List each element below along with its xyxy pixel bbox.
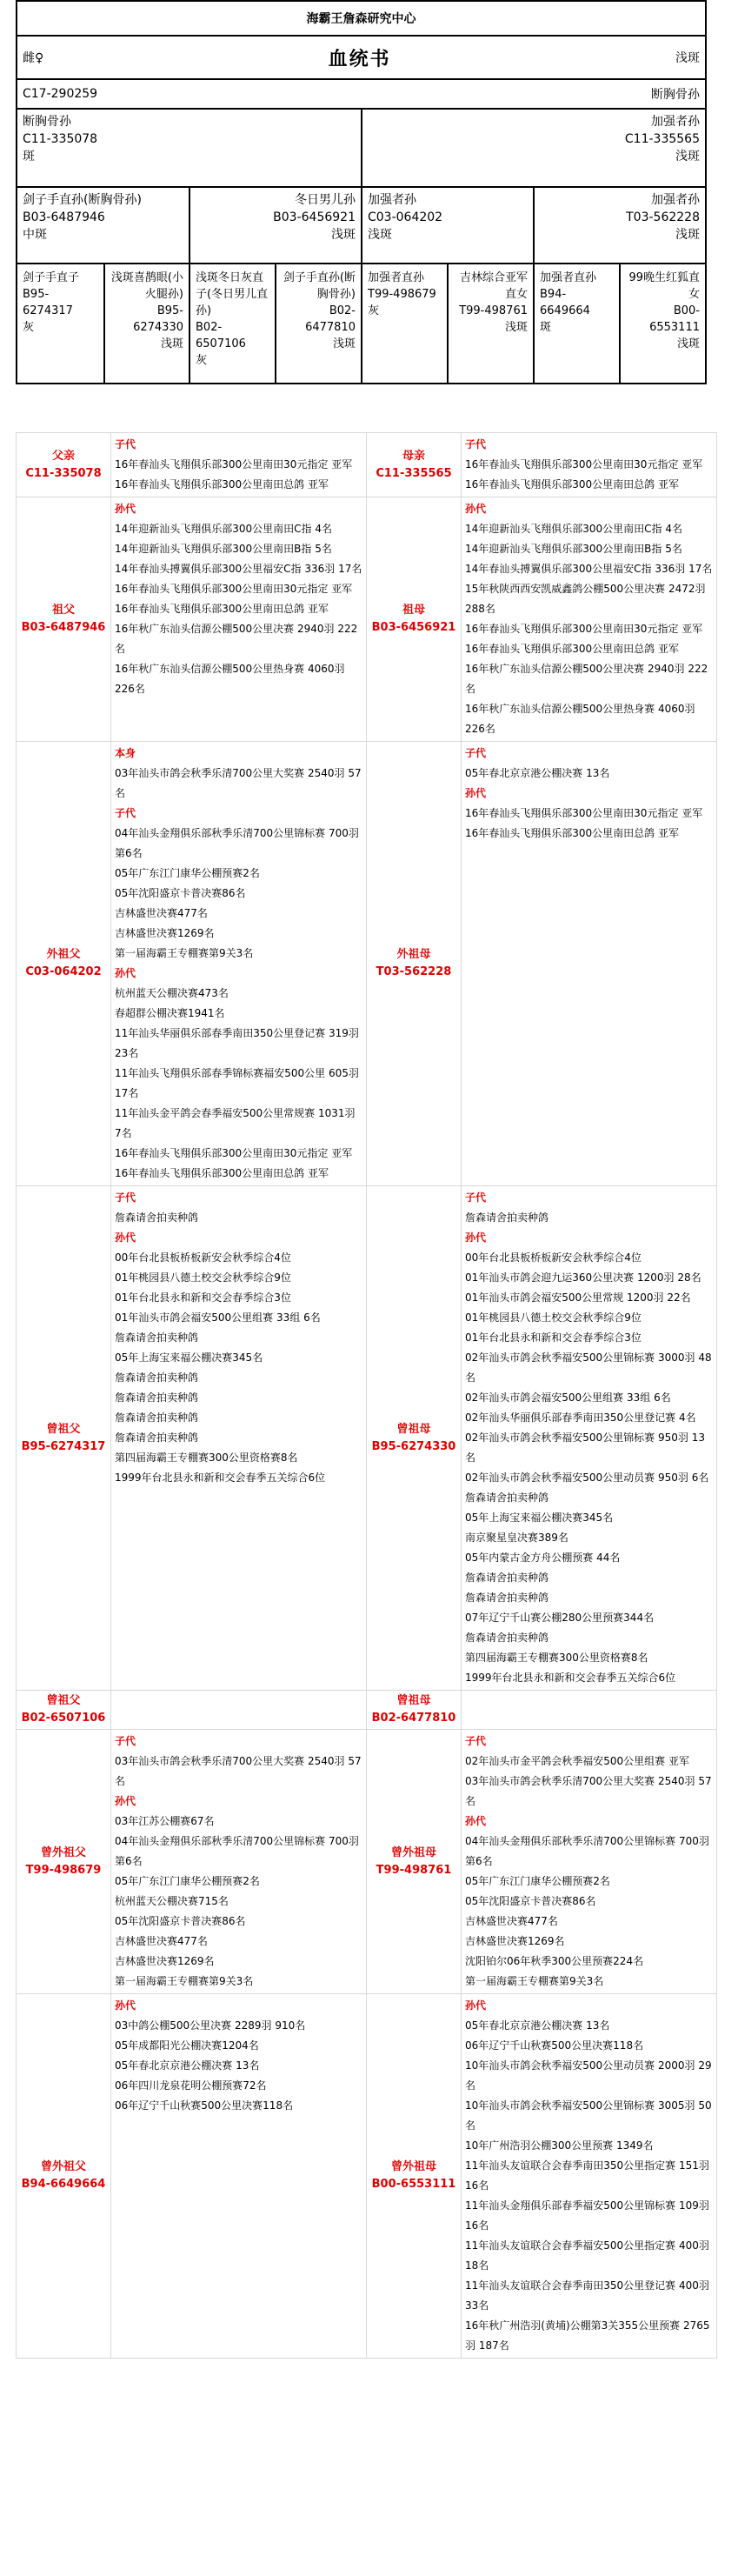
great-grandparent-cell — [275, 264, 361, 383]
mother-strain: 加强者孙 — [651, 115, 700, 129]
result-line: 吉林盛世决赛1269名 — [115, 927, 215, 939]
ggp-strain: 加强者直孙 — [540, 271, 597, 284]
result-line: 02年汕头市鸽会福安500公里组赛 33组 6名 — [465, 1391, 671, 1404]
record-row — [17, 497, 717, 742]
ancestor-role: 祖父 — [51, 604, 75, 617]
grandparent-color: 浅斑 — [331, 228, 356, 242]
result-line: 16年春汕头飞翔俱乐部300公里南田30元指定 亚军 — [465, 458, 703, 470]
org-header — [17, 0, 705, 35]
result-line: 01年台北县永和新和交会春季综合3位 — [115, 1291, 291, 1304]
ggp-ring: T99-498679 — [368, 288, 436, 301]
pedigree-chart — [16, 0, 707, 384]
result-line: 01年汕头市鸽会福安500公里常规 1200羽 22名 — [465, 1291, 691, 1304]
result-line: 16年春汕头飞翔俱乐部300公里南田总鸽 亚军 — [115, 1167, 329, 1179]
grandparent-strain: 加强者孙 — [368, 193, 416, 207]
ggp-strain: 浅斑冬日灰直子(冬日男儿直孙) — [196, 271, 269, 317]
results-section-heading: 子代 — [115, 1735, 136, 1747]
grandparents-row — [17, 186, 705, 263]
result-line: 詹森请舍拍卖种鸽 — [115, 1411, 199, 1424]
ancestor-ring: B02-6477810 — [371, 1712, 456, 1725]
result-line: 16年春汕头飞翔俱乐部300公里南田总鸽 亚军 — [465, 643, 679, 655]
grandparent-cell — [533, 188, 705, 263]
result-line: 05年广东江门康华公棚预赛2名 — [115, 867, 260, 879]
ggp-color: 灰 — [368, 304, 380, 317]
ancestor-ring: B00-6553111 — [371, 2178, 456, 2191]
ancestor-role: 母亲 — [402, 449, 425, 463]
ancestor-ring: T03-562228 — [376, 965, 452, 978]
grandparent-color: 浅斑 — [368, 228, 392, 242]
result-line: 詹森请舍拍卖种鸽 — [465, 1211, 549, 1224]
result-line: 04年汕头金翔俱乐部秋季乐清700公里锦标赛 700羽 第6名 — [465, 1835, 709, 1867]
ancestor-role: 曾祖母 — [396, 1694, 431, 1707]
result-line: 16年春汕头飞翔俱乐部300公里南田30元指定 亚军 — [465, 623, 703, 635]
ggp-color: 浅斑 — [504, 321, 528, 334]
result-line: 16年春汕头飞翔俱乐部300公里南田总鸽 亚军 — [115, 603, 329, 615]
ggp-ring: B95-6274317 — [23, 288, 73, 317]
result-line: 02年汕头市鸽会秋季福安500公里动员赛 950羽 6名 — [465, 1472, 709, 1484]
result-line: 14年迎新汕头飞翔俱乐部300公里南田B指 5名 — [115, 543, 332, 555]
result-line: 11年汕头金翔俱乐部春季福安500公里锦标赛 109羽 16名 — [465, 2199, 709, 2232]
ancestor-ring: C03-064202 — [25, 965, 102, 978]
result-line: 1999年台北县永和新和交会春季五关综合6位 — [465, 1672, 676, 1684]
father-cell — [17, 110, 361, 186]
ancestor-results-cell — [111, 433, 367, 497]
ancestor-ring: B94-6649664 — [21, 2178, 106, 2191]
ancestor-role: 父亲 — [51, 449, 75, 463]
ggp-ring: B00-6553111 — [649, 304, 700, 334]
result-line: 詹森请舍拍卖种鸽 — [465, 1592, 549, 1604]
mother-color: 浅斑 — [675, 150, 700, 164]
grandparent-color: 浅斑 — [675, 228, 700, 242]
result-line: 14年迎新汕头飞翔俱乐部300公里南田C指 4名 — [115, 523, 333, 535]
result-line: 00年台北县板桥板新安会秋季综合4位 — [115, 1251, 291, 1264]
ancestor-ring: T99-498761 — [376, 1863, 452, 1877]
father-color: 斑 — [23, 150, 35, 164]
record-row — [17, 1691, 717, 1730]
grandparent-cell — [361, 188, 533, 263]
result-line: 05年春北京京港公棚决赛 13名 — [465, 767, 610, 779]
record-row — [17, 1730, 717, 1994]
result-line: 05年沈阳盛京卡普决赛86名 — [465, 1895, 596, 1907]
results-section-heading: 孙代 — [465, 1231, 487, 1244]
result-line: 16年秋广东汕头信源公棚500公里热身赛 4060羽 226名 — [115, 663, 345, 695]
grandparent-ring: T03-562228 — [626, 210, 700, 224]
result-line: 16年春汕头飞翔俱乐部300公里南田30元指定 亚军 — [115, 583, 353, 595]
result-line: 吉林盛世决赛477名 — [465, 1915, 558, 1927]
ancestor-name-cell — [17, 1730, 111, 1994]
grandparent-ring: C03-064202 — [368, 210, 443, 224]
result-line: 詹森请舍拍卖种鸽 — [115, 1431, 199, 1444]
result-line: 16年春汕头飞翔俱乐部300公里南田30元指定 亚军 — [465, 807, 703, 819]
ancestor-results-cell — [111, 1691, 367, 1730]
result-line: 14年春汕头搏翼俱乐部300公里福安C指 336羽 17名 — [115, 563, 362, 575]
ancestor-role: 曾外祖母 — [390, 2160, 436, 2173]
great-grandparent-cell — [189, 264, 275, 383]
result-line: 05年上海宝来福公棚决赛345名 — [465, 1512, 614, 1524]
ancestor-results-cell — [462, 433, 717, 497]
result-line: 16年秋广州浩羽(黄埔)公棚第3关355公里预赛 2765羽 187名 — [465, 2319, 710, 2352]
result-line: 11年汕头友谊联合会春季南田350公里指定赛 151羽 16名 — [465, 2159, 709, 2192]
ancestor-ring: B03-6456921 — [371, 621, 456, 634]
result-line: 詹森请舍拍卖种鸽 — [465, 1572, 549, 1584]
ancestor-results-cell — [111, 1994, 367, 2359]
results-section-heading: 子代 — [115, 438, 136, 450]
result-line: 詹森请舍拍卖种鸽 — [115, 1391, 199, 1404]
result-line: 14年迎新汕头飞翔俱乐部300公里南田C指 4名 — [465, 523, 683, 535]
ggp-ring: T99-498761 — [459, 304, 528, 317]
results-section-heading: 孙代 — [115, 967, 136, 979]
result-line: 16年春汕头飞翔俱乐部300公里南田30元指定 亚军 — [115, 1147, 353, 1159]
parents-row — [17, 108, 705, 186]
result-line: 第一届海霸王专棚赛第9关3名 — [115, 947, 254, 959]
result-line: 詹森请舍拍卖种鸽 — [115, 1371, 199, 1384]
ancestor-role: 曾外祖父 — [40, 2160, 86, 2173]
result-line: 07年辽宁千山赛公棚280公里预赛344名 — [465, 1612, 655, 1624]
ancestor-role: 曾祖父 — [46, 1422, 81, 1436]
result-line: 詹森请舍拍卖种鸽 — [465, 1632, 549, 1644]
ggp-strain: 浅斑喜鹊眼(小火腿孙) — [110, 271, 183, 301]
ancestor-name-cell — [367, 1186, 462, 1691]
result-line: 01年桃园县八德土校交会秋季综合9位 — [115, 1271, 291, 1284]
ancestor-name-cell — [367, 1730, 462, 1994]
ggp-color: 浅斑 — [332, 337, 356, 350]
ggp-strain: 加强者直孙 — [368, 271, 425, 284]
result-line: 吉林盛世决赛1269名 — [465, 1935, 565, 1947]
mother-cell — [361, 110, 705, 186]
ancestor-results-cell — [462, 1186, 717, 1691]
result-line: 14年春汕头搏翼俱乐部300公里福安C指 336羽 17名 — [465, 563, 713, 575]
ggp-color: 浅斑 — [676, 337, 700, 350]
result-line: 01年台北县永和新和交会春季综合3位 — [465, 1331, 642, 1344]
result-line: 03年汕头市鸽会秋季乐清700公里大奖赛 2540羽 57名 — [115, 767, 362, 799]
result-line: 南京聚星皇决赛389名 — [465, 1532, 568, 1544]
result-line: 05年内蒙古金方舟公棚预赛 44名 — [465, 1552, 621, 1564]
result-line: 詹森请舍拍卖种鸽 — [115, 1211, 199, 1224]
great-grandparent-cell — [103, 264, 189, 383]
results-section-heading: 孙代 — [115, 1795, 136, 1807]
result-line: 11年汕头华丽俱乐部春季南田350公里登记赛 319羽 23名 — [115, 1027, 359, 1059]
ancestor-name-cell — [17, 742, 111, 1186]
great-grandparent-cell — [619, 264, 705, 383]
ancestor-ring: B02-6507106 — [21, 1712, 106, 1725]
result-line: 第四届海霸王专棚赛300公里资格赛8名 — [115, 1452, 298, 1464]
result-line: 16年秋广东汕头信源公棚500公里热身赛 4060羽 226名 — [465, 703, 695, 735]
result-line: 05年春北京京港公棚决赛 13名 — [465, 2019, 610, 2032]
ancestor-ring: B95-6274330 — [371, 1439, 456, 1453]
ggp-ring: B95-6274330 — [133, 304, 183, 334]
ancestor-role: 祖母 — [402, 604, 425, 617]
ggp-color: 灰 — [196, 354, 208, 367]
bird-strain: 断胸骨孙 — [651, 88, 700, 102]
result-line: 16年秋广东汕头信源公棚500公里决赛 2940羽 222名 — [115, 623, 358, 655]
ancestor-name-cell — [17, 433, 111, 497]
result-line: 16年春汕头飞翔俱乐部300公里南田总鸽 亚军 — [465, 478, 679, 491]
org-name: 海霸王詹森研究中心 — [306, 12, 416, 26]
result-line: 詹森请舍拍卖种鸽 — [465, 1492, 549, 1504]
result-line: 01年桃园县八德土校交会秋季综合9位 — [465, 1311, 642, 1324]
record-row — [17, 1994, 717, 2359]
results-section-heading: 孙代 — [115, 1999, 136, 2012]
results-section-heading: 子代 — [465, 747, 487, 759]
great-grandparent-cell — [533, 264, 619, 383]
great-grandparent-cell — [361, 264, 447, 383]
result-line: 第一届海霸王专棚赛第9关3名 — [465, 1975, 604, 1987]
ancestor-role: 曾祖母 — [396, 1422, 431, 1436]
grandparent-ring: B03-6487946 — [23, 210, 105, 224]
bird-color: 浅斑 — [675, 51, 700, 65]
result-line: 03年汕头市鸽会秋季乐清700公里大奖赛 2540羽 57名 — [115, 1755, 362, 1787]
result-line: 16年春汕头飞翔俱乐部300公里南田总鸽 亚军 — [115, 478, 329, 491]
ancestor-ring: C11-335078 — [25, 466, 102, 480]
results-section-heading: 子代 — [115, 807, 136, 819]
result-line: 吉林盛世决赛477名 — [115, 907, 208, 919]
result-line: 05年广东江门康华公棚预赛2名 — [115, 1875, 260, 1887]
ancestor-name-cell — [17, 1186, 111, 1691]
result-line: 02年汕头市金平鸽会秋季福安500公里组赛 亚军 — [465, 1755, 689, 1767]
result-line: 06年四川龙泉花明公棚预赛72名 — [115, 2079, 267, 2092]
ancestor-ring: B03-6487946 — [21, 621, 106, 634]
result-line: 11年汕头飞翔俱乐部春季锦标赛福安500公里 605羽 17名 — [115, 1067, 359, 1099]
ancestor-results-cell — [462, 497, 717, 742]
result-line: 杭州蓝天公棚决赛473名 — [115, 987, 229, 999]
grandparent-strain: 冬日男儿孙 — [295, 193, 356, 207]
great-grandparent-cell — [447, 264, 533, 383]
ancestor-name-cell — [17, 497, 111, 742]
ancestor-name-cell — [367, 497, 462, 742]
result-line: 02年汕头市鸽会秋季福安500公里锦标赛 950羽 13名 — [465, 1431, 705, 1464]
ancestor-ring: T99-498679 — [25, 1863, 102, 1877]
result-line: 春超群公棚决赛1941名 — [115, 1007, 225, 1019]
result-line: 14年迎新汕头飞翔俱乐部300公里南田B指 5名 — [465, 543, 682, 555]
ancestor-name-cell — [367, 1994, 462, 2359]
grandparent-ring: B03-6456921 — [273, 210, 356, 224]
result-line: 11年汕头金平鸽会春季福安500公里常规赛 1031羽 7名 — [115, 1107, 356, 1139]
grandparent-color: 中斑 — [23, 228, 47, 242]
ancestor-role: 外祖母 — [396, 948, 431, 961]
results-section-heading: 孙代 — [465, 787, 487, 799]
result-line: 10年汕头市鸽会秋季福安500公里锦标赛 3005羽 50名 — [465, 2099, 712, 2132]
page-title: 血统书 — [328, 48, 391, 70]
result-line: 吉林盛世决赛1269名 — [115, 1955, 215, 1967]
ancestor-name-cell — [367, 742, 462, 1186]
results-section-heading: 子代 — [465, 1735, 487, 1747]
ancestor-name-cell — [17, 1691, 111, 1730]
result-line: 05年沈阳盛京卡普决赛86名 — [115, 887, 246, 899]
grandparent-cell — [17, 188, 189, 263]
result-line: 15年秋陕西西安凯威鑫鸽公棚500公里决赛 2472羽 288名 — [465, 583, 706, 615]
great-grandparents-row — [17, 263, 705, 383]
results-section-heading: 本身 — [115, 747, 136, 759]
ancestor-ring: C11-335565 — [376, 466, 452, 480]
ancestor-name-cell — [367, 433, 462, 497]
results-section-heading: 孙代 — [115, 503, 136, 515]
grandparent-strain: 剑子手直孙(断胸骨孙) — [23, 193, 142, 207]
ggp-strain: 剑子手直孙(断胸骨孙) — [283, 271, 356, 301]
ggp-ring: B02-6507106 — [196, 321, 246, 350]
result-line: 05年沈阳盛京卡普决赛86名 — [115, 1915, 246, 1927]
result-line: 10年汕头市鸽会秋季福安500公里动员赛 2000羽 29名 — [465, 2059, 712, 2092]
result-line: 06年辽宁千山秋赛500公里决赛118名 — [115, 2099, 294, 2112]
grandparent-cell — [189, 188, 361, 263]
ancestor-results-cell — [462, 1691, 717, 1730]
results-section-heading: 子代 — [465, 438, 487, 450]
ggp-strain: 剑子手直子 — [23, 271, 80, 284]
father-ring: C11-335078 — [23, 132, 98, 146]
results-section-heading: 子代 — [465, 1191, 487, 1204]
ggp-strain: 99晚生红狐直女 — [628, 271, 700, 301]
result-line: 03中鸽公棚500公里决赛 2289羽 910名 — [115, 2019, 306, 2032]
result-line: 05年成都阳光公棚决赛1204名 — [115, 2039, 259, 2052]
ancestor-results-cell — [111, 1186, 367, 1691]
ancestor-role: 曾外祖母 — [390, 1845, 436, 1859]
result-line: 11年汕头友谊联合会春季福安500公里指定赛 400羽 18名 — [465, 2239, 709, 2272]
result-line: 01年汕头市鸽会迎九运360公里决赛 1200羽 28名 — [465, 1271, 701, 1284]
ancestor-results-cell — [462, 742, 717, 1186]
results-section-heading: 子代 — [115, 1191, 136, 1204]
title-row — [17, 35, 705, 78]
ggp-ring: B94-6649664 — [540, 288, 590, 317]
result-line: 02年汕头市鸽会秋季福安500公里锦标赛 3000羽 48名 — [465, 1351, 712, 1384]
record-row — [17, 433, 717, 497]
result-line: 10年广州浩羽公棚300公里预赛 1349名 — [465, 2139, 654, 2152]
ancestor-results-cell — [462, 1730, 717, 1994]
ancestor-role: 曾祖父 — [46, 1694, 81, 1707]
result-line: 04年汕头金翔俱乐部秋季乐清700公里锦标赛 700羽 第6名 — [115, 1835, 359, 1867]
result-line: 05年广东江门康华公棚预赛2名 — [465, 1875, 610, 1887]
result-line: 01年汕头市鸽会福安500公里组赛 33组 6名 — [115, 1311, 321, 1324]
result-line: 03年江苏公棚赛67名 — [115, 1815, 215, 1827]
ancestor-role: 外祖父 — [46, 948, 81, 961]
bird-ring: C17-290259 — [23, 87, 98, 101]
record-row — [17, 742, 717, 1186]
mother-ring: C11-335565 — [624, 132, 700, 146]
ancestor-results-cell — [111, 497, 367, 742]
great-grandparent-cell — [17, 264, 103, 383]
result-line: 16年秋广东汕头信源公棚500公里决赛 2940羽 222名 — [465, 663, 708, 695]
result-line: 00年台北县板桥板新安会秋季综合4位 — [465, 1251, 642, 1264]
results-section-heading: 孙代 — [465, 1815, 487, 1827]
results-section-heading: 孙代 — [465, 1999, 487, 2012]
ancestor-results-cell — [111, 742, 367, 1186]
result-line: 1999年台北县永和新和交会春季五关综合6位 — [115, 1472, 326, 1484]
result-line: 吉林盛世决赛477名 — [115, 1935, 208, 1947]
results-section-heading: 孙代 — [465, 503, 487, 515]
father-strain: 断胸骨孙 — [23, 115, 71, 129]
result-line: 05年春北京京港公棚决赛 13名 — [115, 2059, 260, 2072]
ancestor-name-cell — [367, 1691, 462, 1730]
ggp-color: 斑 — [540, 321, 552, 334]
result-line: 05年上海宝来福公棚决赛345名 — [115, 1351, 263, 1364]
race-records-table — [16, 432, 717, 2359]
result-line: 16年春汕头飞翔俱乐部300公里南田30元指定 亚军 — [115, 458, 353, 470]
result-line: 03年汕头市鸽会秋季乐清700公里大奖赛 2540羽 57名 — [465, 1775, 712, 1807]
result-line: 沈阳铂尔06年秋季300公里预赛224名 — [465, 1955, 644, 1967]
result-line: 第一届海霸王专棚赛第9关3名 — [115, 1975, 254, 1987]
grandparent-strain: 加强者孙 — [651, 193, 700, 207]
result-line: 06年辽宁千山秋赛500公里决赛118名 — [465, 2039, 644, 2052]
ancestor-results-cell — [111, 1730, 367, 1994]
record-row — [17, 1186, 717, 1691]
ancestor-role: 曾外祖父 — [40, 1845, 86, 1859]
ancestor-results-cell — [462, 1994, 717, 2359]
result-line: 04年汕头金翔俱乐部秋季乐清700公里锦标赛 700羽 第6名 — [115, 827, 359, 859]
ring-row — [17, 78, 705, 108]
ggp-color: 灰 — [23, 321, 35, 334]
results-section-heading: 孙代 — [115, 1231, 136, 1244]
result-line: 16年春汕头飞翔俱乐部300公里南田总鸽 亚军 — [465, 827, 679, 839]
ggp-color: 浅斑 — [160, 337, 183, 350]
ancestor-ring: B95-6274317 — [21, 1439, 106, 1453]
result-line: 11年汕头友谊联合会春季南田350公里登记赛 400羽 33名 — [465, 2279, 709, 2312]
result-line: 02年汕头华丽俱乐部春季南田350公里登记赛 4名 — [465, 1411, 696, 1424]
ggp-ring: B02-6477810 — [305, 304, 356, 334]
ancestor-name-cell — [17, 1994, 111, 2359]
result-line: 詹森请舍拍卖种鸽 — [115, 1331, 199, 1344]
ggp-strain: 吉林综合亚军直女 — [459, 271, 528, 301]
result-line: 第四届海霸王专棚赛300公里资格赛8名 — [465, 1652, 648, 1664]
result-line: 杭州蓝天公棚决赛715名 — [115, 1895, 229, 1907]
gender-label: 雌♀ — [23, 51, 44, 65]
